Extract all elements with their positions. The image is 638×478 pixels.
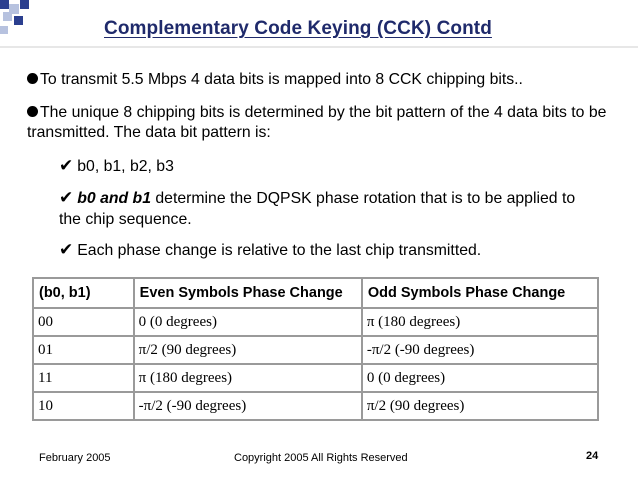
footer-date: February 2005: [39, 452, 111, 464]
sub-bullet-2-bold: b0 and b1: [77, 190, 151, 207]
table-cell: 01: [33, 336, 134, 364]
checkmark-icon: ✔: [59, 156, 74, 175]
bullet-dot-icon: [27, 73, 38, 84]
sub-bullet-2: [59, 187, 599, 230]
bullet-1-text: To transmit 5.5 Mbps 4 data bits is mapped into 8 CCK chipping bits..: [40, 71, 523, 88]
table-header: Even Symbols Phase Change: [134, 278, 362, 308]
table-cell: 11: [33, 364, 134, 392]
corner-square: [14, 16, 23, 25]
table-header-row: [33, 278, 598, 308]
table-row: [33, 364, 598, 392]
bullet-2: [27, 103, 617, 143]
table-cell: π/2 (90 degrees): [134, 336, 362, 364]
sub-bullet-3: [59, 239, 599, 261]
checkmark-icon: ✔: [59, 188, 74, 207]
phase-change-table: [32, 277, 599, 421]
table-cell: 10: [33, 392, 134, 420]
corner-square: [0, 0, 9, 9]
table-cell: -π/2 (-90 degrees): [134, 392, 362, 420]
table-cell: 0 (0 degrees): [362, 364, 598, 392]
slide-title: Complementary Code Keying (CCK) Contd: [104, 18, 492, 39]
bullet-dot-icon: [27, 106, 38, 117]
corner-square: [20, 0, 29, 9]
table-row: [33, 308, 598, 336]
checkmark-icon: ✔: [59, 240, 74, 259]
page-number: 24: [586, 450, 599, 462]
footer-copyright: Copyright 2005 All Rights Reserved: [234, 452, 408, 464]
table-header: Odd Symbols Phase Change: [362, 278, 598, 308]
table-cell: π (180 degrees): [134, 364, 362, 392]
bullet-1: [27, 70, 617, 90]
table-cell: π (180 degrees): [362, 308, 598, 336]
corner-square: [3, 12, 12, 21]
title-divider: [0, 46, 638, 48]
sub-bullet-1-text: b0, b1, b2, b3: [77, 158, 174, 175]
sub-bullet-1: [59, 155, 599, 177]
sub-bullet-3-text: Each phase change is relative to the last chip transmitted.: [77, 242, 482, 259]
corner-square: [0, 26, 8, 34]
bullet-2-text: The unique 8 chipping bits is determined by the bit pattern of the 4 data bits to be transmitted. The data bit pattern is:: [27, 104, 607, 141]
table-cell: 00: [33, 308, 134, 336]
table-row: [33, 336, 598, 364]
table-cell: 0 (0 degrees): [134, 308, 362, 336]
table-row: [33, 392, 598, 420]
table-cell: π/2 (90 degrees): [362, 392, 598, 420]
table-cell: -π/2 (-90 degrees): [362, 336, 598, 364]
sub-bullet-2-text: determine the DQPSK phase rotation that is to be applied to the chip sequence.: [59, 190, 576, 228]
table-header: (b0, b1): [33, 278, 134, 308]
